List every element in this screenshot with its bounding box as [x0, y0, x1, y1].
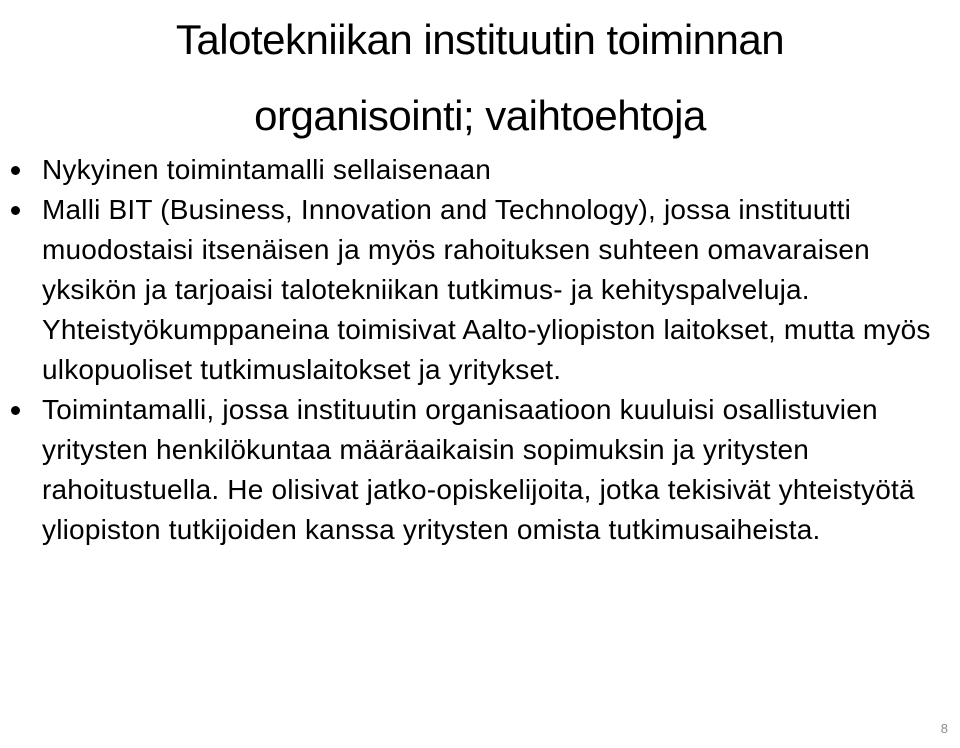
slide-title-line-2: organisointi; vaihtoehtoja [254, 92, 706, 139]
slide-title-line-1: Talotekniikan instituutin toiminnan [175, 16, 785, 63]
page-number: 8 [940, 721, 948, 736]
bullet-text: Malli BIT (Business, Innovation and Technology), jossa instituutti muodostaisi itsenäisen ja myös rahoituksen suhteen omavaraisen yksikön ja tarjoaisi talotekniikan tutkimus- ja kehityspalveluja. Yhteistyökumppaneina toimisivat Aalto-yliopiston laitokset, mutta myös ulkopuoliset tutkimuslaitokset ja yritykset. [42, 194, 931, 385]
bullet-item [0, 190, 960, 390]
slide-title [30, 2, 930, 154]
bullet-list [0, 150, 960, 550]
bullet-dot-icon [11, 166, 20, 175]
bullet-dot-icon [11, 206, 20, 215]
bullet-text: Nykyinen toimintamalli sellaisenaan [42, 154, 491, 185]
bullet-item [0, 150, 960, 190]
bullet-dot-icon [11, 406, 20, 415]
bullet-text: Toimintamalli, jossa instituutin organisaatioon kuuluisi osallistuvien yritysten henkilökuntaa määräaikaisin sopimuksin ja yritysten rahoitustuella. He olisivat jatko-opiskelijoita, jotka tekisivät yhteistyötä yliopiston tutkijoiden kanssa yritysten omista tutkimusaiheista. [42, 394, 915, 545]
bullet-item [0, 390, 960, 550]
